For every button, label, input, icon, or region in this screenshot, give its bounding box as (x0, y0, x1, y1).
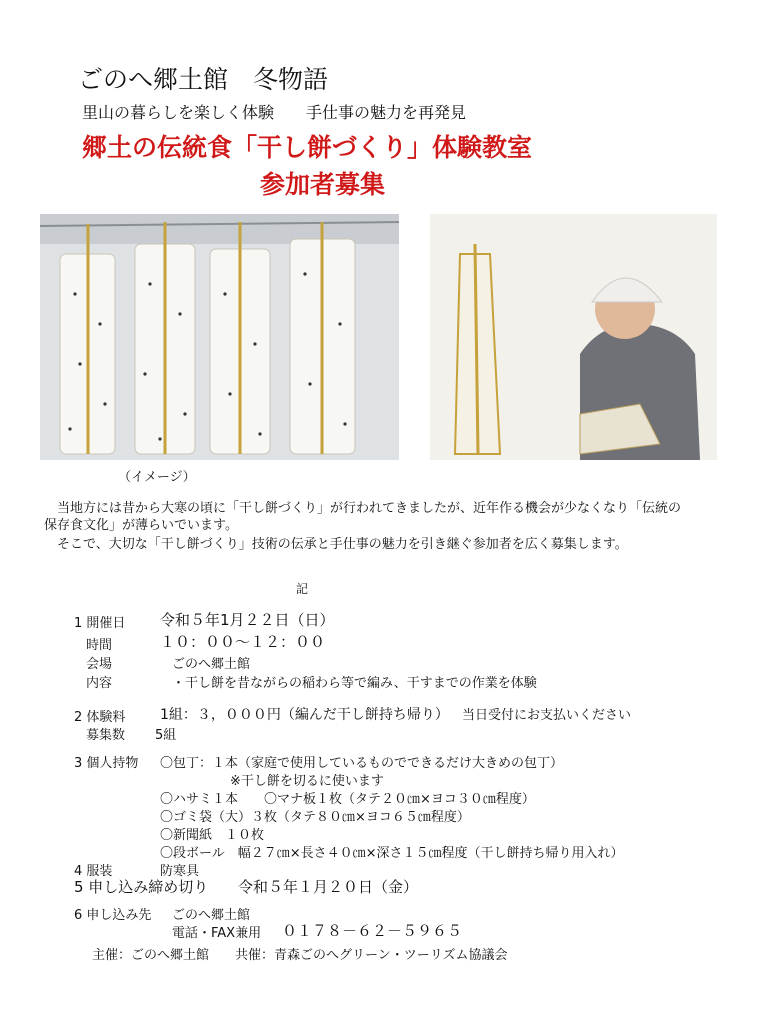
time-label: 時間 (86, 638, 113, 653)
section-1-label: 1 開催日 (74, 616, 126, 631)
venue-value: ごのへ郷土館 (172, 657, 251, 672)
section-4-label: 4 服装 (74, 864, 113, 879)
phone-value: ０１７８－６２－５９６５ (282, 922, 463, 940)
photo-caption: （イメージ） (118, 470, 196, 485)
contact-value: ごのへ郷土館 (172, 908, 251, 923)
capacity-value: 5組 (155, 728, 177, 743)
fee-note: 当日受付にお支払いください (462, 708, 632, 723)
venue-label: 会場 (86, 657, 113, 672)
subtitle: 里山の暮らしを楽しく体験 手仕事の魅力を再発見 (82, 103, 467, 122)
headline-recruit: 参加者募集 (260, 170, 386, 199)
deadline-value: 令和５年１月２０日（金） (238, 878, 419, 896)
item-knife-note: ※干し餅を切るに使います (230, 774, 384, 789)
person-holding-mochi-illustration (430, 214, 717, 460)
hoshimochi-photo (40, 214, 399, 460)
item-scissors-board: 〇ハサミ１本 〇マナ板１枚（タテ２０㎝×ヨコ３０㎝程度） (160, 792, 535, 807)
event-date: 令和５年1月２２日（日） (160, 611, 335, 629)
item-garbage-bags: 〇ゴミ袋（大）３枚（タテ８０㎝×ヨコ６５㎝程度） (160, 810, 470, 825)
clothing-value: 防寒具 (160, 864, 200, 879)
headline: 郷土の伝統食「干し餅づくり」体験教室 (82, 133, 533, 162)
content-value: ・干し餅を昔ながらの稲わら等で編み、干すまでの作業を体験 (172, 676, 537, 691)
section-2-label: 2 体験料 (74, 710, 126, 725)
time-value: １０：００～１２：００ (160, 633, 326, 651)
intro-paragraph-2: そこで、大切な「干し餅づくり」技術の伝承と手仕事の魅力を引き継ぐ参加者を広く募集します。 (57, 537, 628, 552)
fee-value: 1組：３，０００円（編んだ干し餅持ち帰り） (160, 707, 449, 723)
section-5-label: 5 申し込み締め切り (74, 878, 209, 896)
content-label: 内容 (86, 676, 113, 691)
footer-organizers: 主催：ごのへ郷土館 共催：青森ごのへグリーン・ツーリズム協議会 (92, 948, 508, 963)
intro-paragraph-1: 当地方には昔から大寒の頃に「干し餅づくり」が行われてきましたが、近年作る機会が少なくなり「伝統の保存食文化」が薄らいでいます。 (44, 501, 682, 533)
person-photo (430, 214, 717, 460)
phone-label: 電話・FAX兼用 (172, 926, 262, 941)
section-3-label: 3 個人持物 (74, 756, 139, 771)
item-knife: 〇包丁：１本（家庭で使用しているものでできるだけ大きめの包丁） (160, 756, 564, 771)
hanging-mochi-illustration (40, 214, 399, 460)
item-cardboard: 〇段ボール 幅２７㎝×長さ４０㎝×深さ１５㎝程度（干し餅持ち帰り用入れ） (160, 846, 624, 861)
section-6-label: 6 申し込み先 (74, 908, 152, 923)
item-newspaper: 〇新聞紙 １０枚 (160, 828, 265, 843)
page-title: ごのへ郷土館 冬物語 (78, 65, 329, 94)
capacity-label: 募集数 (86, 728, 126, 743)
ki-heading: 記 (296, 582, 309, 596)
